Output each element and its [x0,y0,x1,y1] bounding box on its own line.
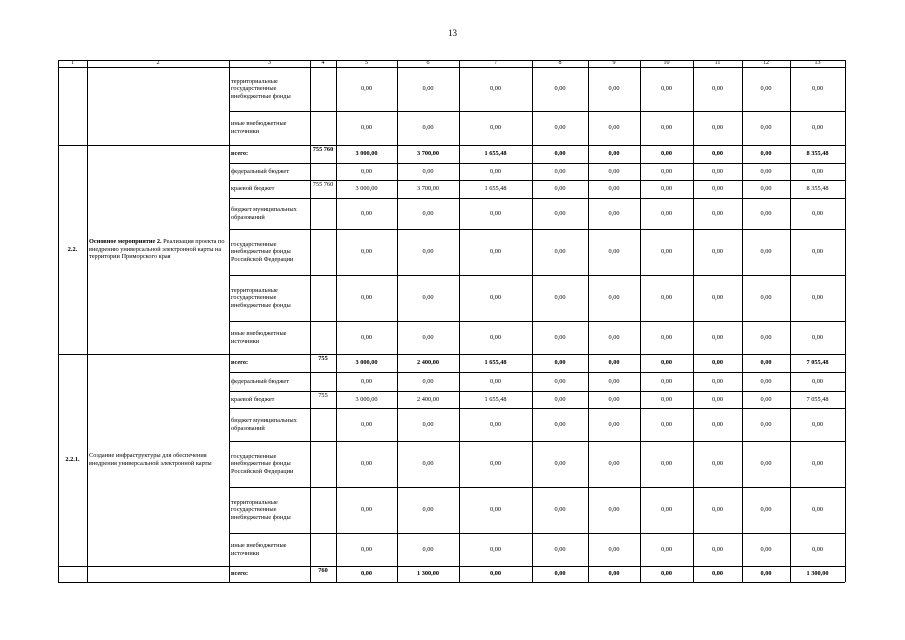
budget-code [310,441,336,487]
value-cell: 0,00 [608,545,620,553]
grid-line-horizontal [229,441,845,442]
value-cell: 0,00 [360,506,373,514]
value-cell: 0,00 [554,294,566,302]
funding-source: территориальные государственные внебюджетные фонды [231,498,291,521]
value-cell: 0,00 [422,420,434,428]
value-cell: 0,00 [660,167,673,175]
value-cell: 0,00 [811,460,824,468]
value-cell: 0,00 [608,420,620,428]
value-cell: 0,00 [760,150,772,158]
value-cell: 0,00 [489,294,502,302]
budget-code [310,111,336,145]
grid-line-vertical [397,60,398,582]
value-cell: 0,00 [360,85,373,93]
value-cell: 0,00 [711,460,724,468]
section-name [87,67,231,145]
value-cell: 0,00 [660,333,673,341]
header-cell: 10 [663,60,670,66]
value-cell: 0,00 [760,545,772,553]
value-cell: 0,00 [811,85,824,93]
value-cell: 0,00 [711,420,724,428]
value-cell: 1 655,48 [484,395,507,403]
section-name: Создание инфраструктуры для обеспечения внедрения универсальной электронной карты [89,452,212,467]
value-cell: 0,00 [811,248,824,256]
funding-source: федеральный бюджет [231,377,289,385]
grid-line-vertical [336,60,337,582]
value-cell: 0,00 [711,294,724,302]
value-cell: 0,00 [660,85,673,93]
value-cell: 0,00 [711,248,724,256]
value-cell: 0,00 [711,359,724,367]
value-cell: 0,00 [489,420,502,428]
value-cell: 0,00 [489,209,502,217]
value-cell: 0,00 [554,420,566,428]
value-cell: 0,00 [711,506,724,514]
value-cell: 0,00 [811,506,824,514]
value-cell: 0,00 [608,248,620,256]
value-cell: 0,00 [660,124,673,132]
value-cell: 0,00 [608,124,620,132]
value-cell: 0,00 [711,209,724,217]
grid-line-vertical [229,60,230,582]
value-cell: 0,00 [811,209,824,217]
value-cell: 3 000,00 [355,185,378,193]
section-number: 2.2.1. [65,456,80,464]
value-cell: 0,00 [360,167,373,175]
value-cell: 0,00 [554,248,566,256]
value-cell: 0,00 [422,460,434,468]
section-name [87,566,231,582]
value-cell: 0,00 [711,185,724,193]
value-cell: 0,00 [489,545,502,553]
value-cell: 0,00 [760,209,772,217]
value-cell: 0,00 [360,460,373,468]
value-cell: 8 355,48 [806,150,829,158]
value-cell: 7 055,48 [806,359,829,367]
value-cell: 0,00 [360,333,373,341]
value-cell: 0,00 [360,570,373,578]
value-cell: 0,00 [760,85,772,93]
header-cell: 6 [426,60,430,66]
budget-code [310,533,336,566]
grid-line-horizontal [229,198,845,199]
header-cell: 2 [156,60,160,66]
value-cell: 0,00 [711,85,724,93]
grid-line-horizontal [229,533,845,534]
funding-source: территориальные государственные внебюджетные фонды [231,77,291,100]
value-cell: 0,00 [660,294,673,302]
grid-line-vertical [742,60,743,582]
budget-code: 755 760 [312,181,334,188]
value-cell: 0,00 [760,460,772,468]
value-cell: 8 355,48 [806,185,829,193]
grid-line-horizontal [229,111,845,112]
budget-code [310,408,336,441]
value-cell: 0,00 [811,333,824,341]
budget-code [310,487,336,533]
value-cell: 0,00 [711,570,724,578]
grid-line-vertical [790,60,791,582]
funding-source: всего: [231,359,249,367]
value-cell: 0,00 [711,395,724,403]
header-cell: 7 [494,60,497,66]
value-cell: 0,00 [554,333,566,341]
value-cell: 0,00 [608,185,620,193]
value-cell: 0,00 [660,377,673,385]
budget-code [310,372,336,391]
value-cell: 0,00 [660,570,673,578]
budget-code [310,229,336,275]
value-cell: 0,00 [489,167,502,175]
value-cell: 0,00 [660,506,673,514]
funding-source: бюджет муниципальных образований [231,205,297,221]
value-cell: 0,00 [422,209,434,217]
value-cell: 0,00 [554,395,566,403]
value-cell: 0,00 [422,545,434,553]
value-cell: 0,00 [554,124,566,132]
value-cell: 1 655,48 [484,150,507,158]
section-number: 2.2. [67,245,78,253]
value-cell: 0,00 [360,420,373,428]
value-cell: 0,00 [608,377,620,385]
value-cell: 0,00 [489,570,502,578]
section-number [58,67,87,145]
value-cell: 0,00 [760,395,772,403]
value-cell: 0,00 [422,124,434,132]
grid-line-horizontal [58,67,845,68]
grid-line-horizontal [229,408,845,409]
value-cell: 0,00 [360,377,373,385]
grid-line-vertical [58,60,59,582]
page-number: 13 [448,28,457,38]
value-cell: 3 000,00 [355,395,378,403]
value-cell: 0,00 [660,185,673,193]
value-cell: 0,00 [608,570,620,578]
value-cell: 1 300,00 [416,570,440,578]
value-cell: 0,00 [660,420,673,428]
value-cell: 0,00 [711,333,724,341]
value-cell: 3 000,00 [355,359,378,367]
value-cell: 0,00 [760,294,772,302]
header-cell: 8 [558,60,562,66]
value-cell: 0,00 [760,377,772,385]
value-cell: 0,00 [489,460,502,468]
budget-code [310,275,336,321]
header-cell: 1 [71,60,74,66]
value-cell: 0,00 [608,333,620,341]
header-cell: 3 [268,60,271,66]
value-cell: 1 655,48 [484,359,507,367]
value-cell: 0,00 [608,294,620,302]
value-cell: 0,00 [360,124,373,132]
value-cell: 0,00 [554,167,566,175]
value-cell: 0,00 [554,209,566,217]
value-cell: 3 700,00 [416,150,440,158]
value-cell: 0,00 [608,359,620,367]
budget-code [310,67,336,111]
grid-line-horizontal [229,372,845,373]
funding-source: государственные внебюджетные фонды Российской Федерации [231,240,294,263]
value-cell: 0,00 [608,395,620,403]
value-cell: 0,00 [711,167,724,175]
value-cell: 0,00 [660,395,673,403]
value-cell: 0,00 [360,209,373,217]
value-cell: 3 000,00 [355,150,378,158]
value-cell: 0,00 [660,209,673,217]
value-cell: 0,00 [711,377,724,385]
value-cell: 0,00 [608,167,620,175]
value-cell: 0,00 [811,420,824,428]
grid-line-vertical [310,60,311,582]
value-cell: 0,00 [422,377,434,385]
grid-line-vertical [532,60,533,582]
value-cell: 0,00 [489,85,502,93]
budget-code [310,163,336,180]
funding-source: всего: [231,150,249,158]
value-cell: 0,00 [711,545,724,553]
grid-line-horizontal [229,275,845,276]
value-cell: 0,00 [608,506,620,514]
grid-line-horizontal [229,145,845,146]
value-cell: 0,00 [760,506,772,514]
value-cell: 0,00 [554,150,566,158]
value-cell: 0,00 [760,570,772,578]
grid-line-horizontal [229,354,845,355]
value-cell: 0,00 [422,248,434,256]
header-cell: 9 [612,60,616,66]
value-cell: 0,00 [554,460,566,468]
value-cell: 2 400,00 [416,359,440,367]
grid-line-horizontal [229,229,845,230]
value-cell: 0,00 [760,167,772,175]
value-cell: 3 700,00 [416,185,440,193]
funding-source: государственные внебюджетные фонды Российской Федерации [231,452,294,475]
grid-line-horizontal [229,566,845,567]
funding-source: иные внебюджетные источники [231,329,287,345]
value-cell: 0,00 [608,85,620,93]
grid-line-horizontal [229,391,845,392]
value-cell: 0,00 [554,85,566,93]
budget-code [310,198,336,229]
value-cell: 0,00 [660,150,673,158]
header-cell: 11 [714,60,721,66]
value-cell: 0,00 [554,185,566,193]
value-cell: 0,00 [811,124,824,132]
value-cell: 1 655,48 [484,185,507,193]
value-cell: 0,00 [554,506,566,514]
value-cell: 0,00 [760,185,772,193]
value-cell: 0,00 [608,150,620,158]
grid-line-vertical [693,60,694,582]
value-cell: 0,00 [760,359,772,367]
value-cell: 0,00 [760,333,772,341]
value-cell: 0,00 [660,545,673,553]
value-cell: 0,00 [660,248,673,256]
funding-source: территориальные государственные внебюджетные фонды [231,286,291,309]
value-cell: 0,00 [608,209,620,217]
funding-source: иные внебюджетные источники [231,120,287,135]
grid-line-horizontal [58,60,845,61]
value-cell: 0,00 [422,167,434,175]
grid-line-vertical [87,60,88,582]
grid-line-horizontal [229,163,845,164]
value-cell: 0,00 [360,294,373,302]
budget-code: 755 [318,392,328,399]
value-cell: 0,00 [711,150,724,158]
value-cell: 0,00 [554,359,566,367]
value-cell: 7 055,48 [806,395,829,403]
grid-line-horizontal [58,582,845,583]
section-number [58,566,87,582]
budget-code [310,321,336,354]
value-cell: 2 400,00 [416,395,440,403]
header-cell: 5 [365,60,368,66]
value-cell: 0,00 [760,248,772,256]
header-cell: 12 [763,60,769,66]
funding-source: федеральный бюджет [231,167,289,175]
value-cell: 0,00 [608,460,620,468]
grid-line-vertical [640,60,641,582]
header-cell: 13 [814,60,821,66]
value-cell: 0,00 [489,377,502,385]
grid-line-vertical [459,60,460,582]
value-cell: 0,00 [760,420,772,428]
section-name: Основное мероприятие 2. Реализация проекта по внедрению универсальной электронной карты на территории Приморского края [89,238,225,261]
funding-source: краевой бюджет [231,395,275,403]
funding-source: всего: [231,570,249,578]
value-cell: 0,00 [422,294,434,302]
value-cell: 0,00 [422,85,434,93]
value-cell: 1 300,00 [806,570,829,578]
value-cell: 0,00 [554,545,566,553]
value-cell: 0,00 [811,545,824,553]
value-cell: 0,00 [489,333,502,341]
grid-line-vertical [588,60,589,582]
grid-line-horizontal [229,321,845,322]
value-cell: 0,00 [422,506,434,514]
value-cell: 0,00 [811,377,824,385]
value-cell: 0,00 [711,124,724,132]
funding-source: иные внебюджетные источники [231,541,287,557]
grid-line-vertical [845,60,846,582]
value-cell: 0,00 [422,333,434,341]
value-cell: 0,00 [660,359,673,367]
budget-code: 755 760 [312,146,334,153]
value-cell: 0,00 [360,545,373,553]
value-cell: 0,00 [489,124,502,132]
value-cell: 0,00 [360,248,373,256]
funding-source: краевой бюджет [231,185,275,193]
grid-line-horizontal [229,180,845,181]
value-cell: 0,00 [489,248,502,256]
funding-source: бюджет муниципальных образований [231,416,297,432]
value-cell: 0,00 [811,167,824,175]
budget-code: 755 [318,355,328,362]
value-cell: 0,00 [554,570,566,578]
value-cell: 0,00 [660,460,673,468]
value-cell: 0,00 [760,124,772,132]
header-cell: 4 [321,60,325,66]
value-cell: 0,00 [554,377,566,385]
value-cell: 0,00 [811,294,824,302]
budget-code: 760 [318,567,328,574]
value-cell: 0,00 [489,506,502,514]
grid-line-horizontal [229,487,845,488]
